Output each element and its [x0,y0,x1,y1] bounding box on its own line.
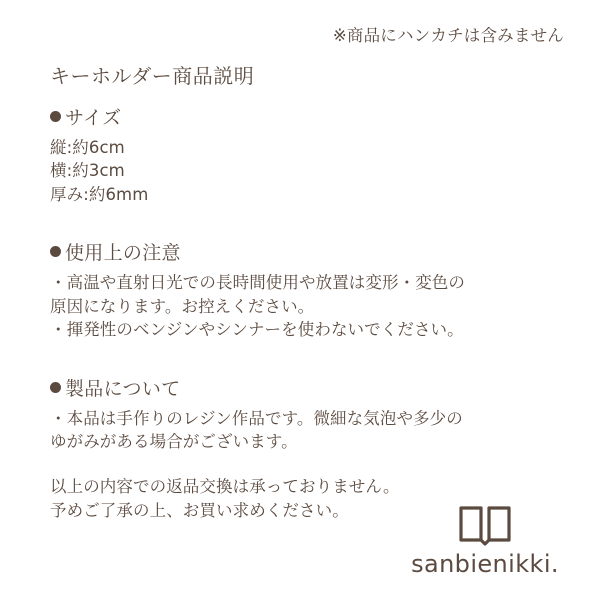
spacer [50,208,570,224]
section-heading-product-label: 製品について [65,377,181,400]
open-book-icon [457,506,513,546]
section-heading-precautions-label: 使用上の注意 [65,242,181,265]
top-note: ※商品にハンカチは含みません [332,26,564,45]
text-line: ゆがみがある場合がございます。 [50,431,298,451]
brand-logo [400,506,570,578]
section-heading-product [50,374,570,401]
section-heading-size [50,103,570,130]
text-line: 横:約3cm [50,161,125,181]
bullet-dot-icon [50,382,61,393]
page-title: キーホルダー商品説明 [50,64,255,88]
text-line: 厚み:約6mm [50,184,149,204]
section-body-product [50,407,570,454]
section-body-size [50,136,570,206]
section-heading-size-label: サイズ [65,107,122,129]
text-line: ・高温や直射日光での長時間使用や放置は変形・変色の [50,273,465,293]
section-body-precautions [50,271,570,341]
text-line: 縦:約6cm [50,138,125,157]
bullet-dot-icon [50,246,61,257]
text-line: 原因になります。お控えください。 [50,296,315,316]
text-line: ・本品は手作りのレジン作品です。微細な気泡や多少の [50,408,463,428]
text-line: ・揮発性のベンジンやシンナーを使わないでください。 [50,320,464,340]
text-line: 予めご了承の上、お買い求めください。 [50,500,349,520]
brand-name: sanbienikki. [411,550,559,578]
text-line: 以上の内容での返品交換は承っておりません。 [50,477,400,497]
bullet-dot-icon [50,111,61,122]
spacer [50,344,570,360]
section-heading-precautions [50,238,570,265]
